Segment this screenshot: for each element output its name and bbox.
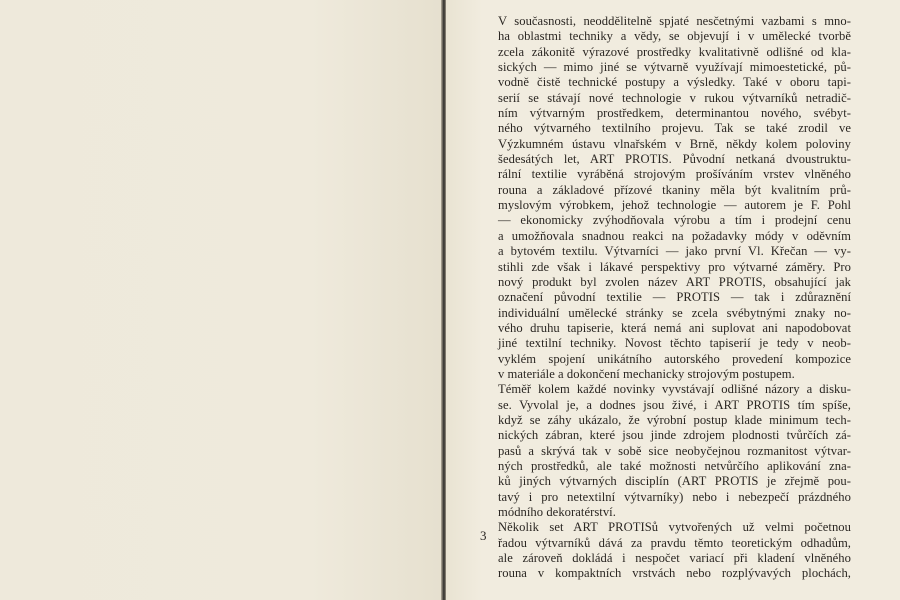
text-line: jiné textilní techniky. Novost těchto tapiserií je tedy v neob-	[498, 336, 851, 351]
text-line: stihli zde však i lákavé perspektivy pro výtvarné záměry. Pro	[498, 259, 851, 274]
text-line: a umožňovala snadnou reakci na požadavky módy v oděvním	[498, 228, 851, 243]
text-line: ale zároveň dokládá i nespočet variací při kladení vlněného	[498, 551, 851, 566]
text-line: ků jiných výtvarných disciplín (ART PROTIS je zřejmě pou-	[498, 474, 851, 489]
text-line: vyklém spojení unikátního autorského provedení kompozice	[498, 351, 851, 366]
text-line: vého druhu tapiserie, která nemá ani suplovat ani napodobovat	[498, 320, 851, 335]
text-line: ných prostředků, ale také možnosti netvůrčího aplikování zna-	[498, 458, 851, 473]
text-line: individuální umělecké stránky se zcela svébytnými znaky no-	[498, 305, 851, 320]
page-number: 3	[480, 528, 487, 543]
text-line: — ekonomicky zvýhodňovala výrobu a tím i prodejní cenu	[498, 213, 851, 228]
text-line: rouna a základové přízové tkaniny měla být kvalitním prů-	[498, 182, 851, 197]
text-line: módního dekoratérství.	[498, 505, 616, 519]
left-page	[0, 0, 442, 600]
text-line: a bytovém textilu. Výtvarníci — jako první Vl. Křečan — vy-	[498, 244, 851, 259]
text-line: v materiále a dokončení mechanicky strojovým postupem.	[498, 366, 795, 381]
text-line: když se záhy ukázalo, že výrobní postup klade minimum tech-	[498, 412, 851, 427]
text-line: serií se stávají nové technologie v rukou výtvarníků netradič-	[498, 90, 851, 105]
text-line: pasů a skrývá tak v sobě sice neobyčejnou rozmanitost výtvar-	[498, 443, 851, 458]
text-line: rouna v kompaktních vrstvách nebo rozplývavých plochách,	[498, 566, 851, 581]
body-text	[498, 14, 851, 582]
text-line: tavý i pro netextilní výtvarníky) nebo i nebezpečí prázdného	[498, 489, 851, 504]
text-line: rální textilie vyráběná strojovým prošíváním vrstev vlněného	[498, 167, 851, 182]
text-line: zcela zákonitě výrazové prostředky kvalitativně odlišné od kla-	[498, 44, 851, 59]
text-line: nických zábran, které jsou jinde zdrojem plodnosti tvůrčích zá-	[498, 428, 851, 443]
text-line: V současnosti, neoddělitelně spjaté nesčetnými vazbami s mno-	[498, 14, 851, 28]
text-line: ného výtvarného textilního projevu. Tak se také zrodil ve	[498, 121, 851, 136]
text-line: ním výtvarným prostředkem, determinantou nového, svébyt-	[498, 106, 851, 121]
text-line: vodně čistě technické postupy a výsledky. Také v oboru tapi-	[498, 75, 851, 90]
text-line: šedesátých let, ART PROTIS. Původní netkaná dvoustruktu-	[498, 152, 851, 167]
text-line: sických — mimo jiné se výtvarně využívají mimoestetické, pů-	[498, 60, 851, 75]
text-line: řadou výtvarníků dává za pravdu těmto teoretickým odhadům,	[498, 535, 851, 550]
text-line: Několik set ART PROTISů vytvořených už velmi početnou	[498, 520, 851, 535]
text-line: Téměř kolem každé novinky vyvstávají odlišné názory a disku-	[498, 382, 851, 397]
text-line: myslovým výrobkem, jehož technologie — autorem je F. Pohl	[498, 198, 851, 213]
text-line: označení původní textilie — PROTIS — tak i zdůraznění	[498, 290, 851, 305]
text-line: nový produkt byl zvolen název ART PROTIS, obsahující jak	[498, 274, 851, 289]
text-line: se. Vyvolal je, a dodnes jsou živé, i ART PROTIS tím spíše,	[498, 397, 851, 412]
text-line: ha oblastmi techniky a vědy, se objevují i v umělecké tvorbě	[498, 29, 851, 44]
text-line: Výzkumném ústavu vlnařském v Brně, někdy kolem poloviny	[498, 136, 851, 151]
